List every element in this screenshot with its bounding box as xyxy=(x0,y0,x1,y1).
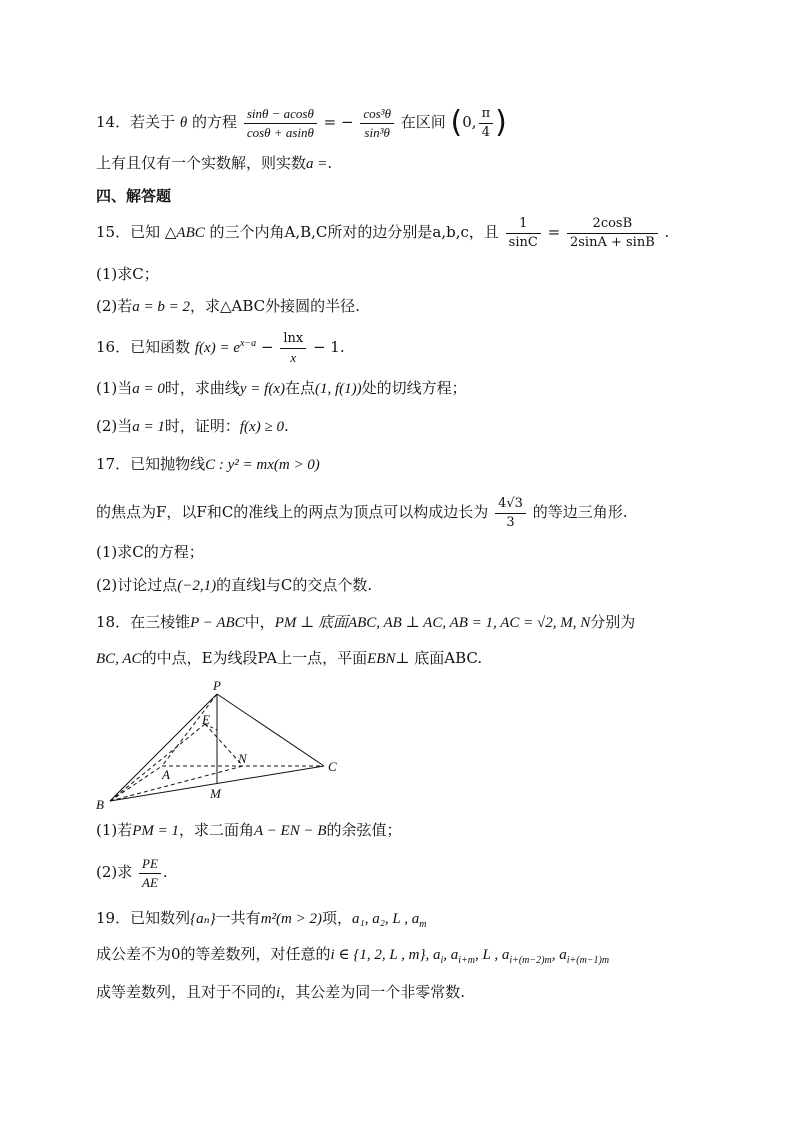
q14-theta: θ xyxy=(179,115,188,131)
q16-line1: 16．已知函数 $f(x) = e^{x-a}$ − $\frac{\ln x}{x}$ − 1. xyxy=(96,330,345,365)
tetrahedron-svg xyxy=(92,678,352,810)
edge-pc xyxy=(217,694,324,766)
q18-line2: BC, AC的中点，E为线段PA上一点，平面EBN⊥ 底面ABC. xyxy=(96,649,483,667)
q15-part2: (2)若a = b = 2，求△ABC外接圆的半径. xyxy=(96,297,360,315)
q14-mid: 的方程 xyxy=(192,113,238,131)
q17-part1: (1)求C的方程； xyxy=(96,543,204,561)
q18-part1: (1)若PM = 1，求二面角A − EN − B的余弦值； xyxy=(96,821,402,839)
section-heading: 四、解答题 xyxy=(96,187,172,205)
q15-line1: 15．已知 △ABC 的三个内角A,B,C所对的边分别是a,b,c，且 $\frac{1}{\sin C}$ = $\frac{2\cos B}{2\sin A + \sin B}$ . xyxy=(96,215,670,250)
label-m: M xyxy=(210,786,221,801)
label-a: A xyxy=(162,767,170,782)
edge-ab xyxy=(110,766,162,801)
q14-paren-right: ) xyxy=(495,105,507,140)
q14-line2: 上有且仅有一个实数解，则实数a =. xyxy=(96,154,333,172)
q16-fraction: $\frac{\ln x}{x}$ xyxy=(280,330,306,367)
label-p: P xyxy=(213,678,221,693)
q19-line3: 成等差数列，且对于不同的i，其公差为同一个非零常数. xyxy=(96,983,465,1001)
edge-pa xyxy=(162,694,217,766)
q14-lhs-fraction: $\frac{\sin\theta - acos\theta}{\cos\theta + asin\theta}$ xyxy=(244,105,317,142)
edge-pb xyxy=(110,694,217,801)
q14-lead: 14．若关于 xyxy=(96,113,176,131)
q14-equals: = − xyxy=(323,113,354,131)
q14-interval-fraction: $\frac{\pi}{4}$ xyxy=(479,105,494,142)
label-c: C xyxy=(328,759,337,774)
q14-line1 xyxy=(96,102,507,143)
q17-line1: 17．已知抛物线C : y² = mx(m > 0) xyxy=(96,455,320,473)
segment-bn xyxy=(110,766,243,801)
q16-part2: (2)当a = 1时，证明：f(x) ≥ 0. xyxy=(96,417,289,435)
q19-line2: 成公差不为0的等差数列，对任意的i ∈ {1, 2, L , m}, $a_i$, $a_{i+m}$, L , $a_{i+(m-2)m}$, $a_{i+(m-1)m}$ xyxy=(96,945,610,966)
segment-eb xyxy=(110,724,205,801)
label-e: E xyxy=(202,712,210,727)
q15-fraction-2: $\frac{2\cos B}{2\sin A + \sin B}$ xyxy=(567,215,658,252)
q17-line2: 的焦点为F，以F和C的准线上的两点为顶点可以构成边长为 $\frac{4√3}{3}$ 的等边三角形. xyxy=(96,495,628,530)
label-n: N xyxy=(238,751,247,766)
q14-interval-left: 0, xyxy=(462,113,477,131)
q17-length-fraction: $\frac{4√3}{3}$ xyxy=(495,495,526,532)
q17-part2: (2)讨论过点(−2,1)的直线l与C的交点个数. xyxy=(96,576,373,594)
q14-paren-left: ( xyxy=(450,105,463,140)
q18-part2: (2)求 $\frac{PE}{AE}$ . xyxy=(96,855,168,890)
q14-rhs-fraction: $\frac{\text{cos³θ}}{\text{sin³θ}}$ xyxy=(360,105,394,142)
tetrahedron-figure xyxy=(92,678,352,810)
q15-part1: (1)求C； xyxy=(96,265,159,283)
q16-part1: (1)当a = 0时，求曲线y = f(x)在点(1, f(1))处的切线方程； xyxy=(96,379,467,397)
q14-tail: 在区间 xyxy=(400,113,446,131)
label-b: B xyxy=(96,797,104,810)
q18-line1: 18．在三棱锥P − ABC中，PM ⊥ 底面ABC, AB ⊥ AC, AB = 1, AC = √2, M, N分别为 xyxy=(96,613,636,631)
q18-ratio-fraction: $\frac{PE}{AE}$ xyxy=(139,855,161,892)
q19-line1: 19．已知数列{aₙ}一共有m²(m > 2)项，a₁, a₂, L , $a_m$ xyxy=(96,909,427,930)
q15-fraction-1: $\frac{1}{\sin C}$ xyxy=(506,215,541,252)
